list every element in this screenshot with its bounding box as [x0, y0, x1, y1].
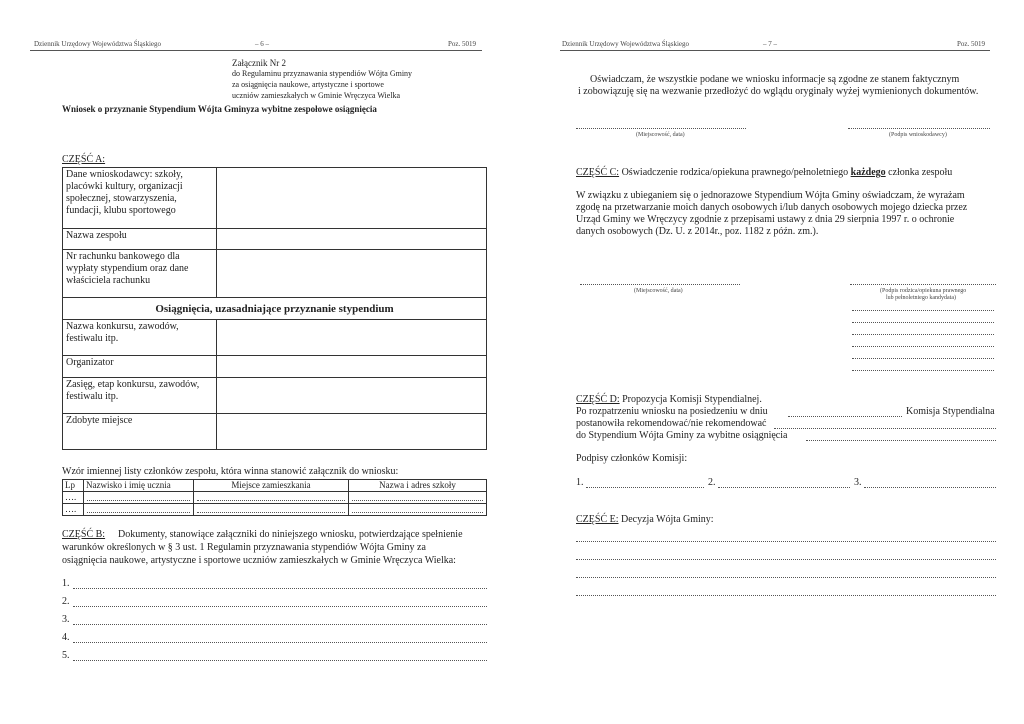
member-signature-line[interactable]: [852, 346, 994, 347]
achievement-line[interactable]: [806, 440, 996, 441]
member-signature-line[interactable]: [852, 334, 994, 335]
annex-line-1: Załącznik Nr 2: [232, 58, 286, 68]
declaration-line-2: i zobowiązuję się na wezwanie przedłożyć do wglądu oryginały wyżej wymienionych dokumentów.: [578, 86, 979, 97]
committee-signature-2-num: 2.: [708, 477, 716, 488]
committee-signature-2-line[interactable]: [718, 487, 850, 488]
recommendation-line[interactable]: [774, 428, 996, 429]
competition-scope-label: Zasięg, etap konkursu, zawodów, festiwalu itp.: [63, 378, 217, 414]
part-d-heading: CZĘŚĆ D:: [576, 394, 620, 405]
page-number: – 6 –: [255, 40, 269, 48]
member-row-name[interactable]: [84, 504, 194, 516]
part-d-line-1a: Po rozpatrzeniu wniosku na posiedzeniu w dniu: [576, 406, 768, 417]
member-row-residence[interactable]: [194, 492, 349, 504]
document-item-3: 3.: [62, 614, 70, 625]
place-won-field[interactable]: [217, 414, 487, 450]
achievements-title: Osiągnięcia, uzasadniające przyznanie stypendium: [63, 298, 487, 320]
members-table: [62, 479, 487, 516]
sig2-place-date-line[interactable]: [580, 284, 740, 285]
part-b-line-3: osiągnięcia naukowe, artystyczne i sportowe uczniów zamieszkałych w Gminie Wręczyca Wielka:: [62, 555, 456, 566]
part-d-line-3: do Stypendium Wójta Gminy za wybitne osiągnięcia: [576, 430, 788, 441]
part-d-line-1b: Komisja Stypendialna: [906, 406, 995, 417]
document-item-2-line[interactable]: [73, 606, 487, 607]
committee-signatures-label: Podpisy członków Komisji:: [576, 453, 688, 464]
form-title: Wniosek o przyznanie Stypendium Wójta Gminyza wybitne zespołowe osiągnięcia: [62, 104, 377, 114]
member-signature-line[interactable]: [852, 370, 994, 371]
competition-scope-field[interactable]: [217, 378, 487, 414]
part-c-title: [576, 167, 952, 179]
sig1-applicant-caption: (Podpis wnioskodawcy): [889, 132, 947, 138]
committee-signature-1-num: 1.: [576, 477, 584, 488]
sig2-parent-caption-1: (Podpis rodzica/opiekuna prawnego: [880, 288, 967, 294]
decision-line[interactable]: [576, 559, 996, 560]
team-name-label: Nazwa zespołu: [63, 229, 217, 250]
committee-signature-1-line[interactable]: [586, 487, 704, 488]
document-item-1-line[interactable]: [73, 588, 487, 589]
annex-line-4: uczniów zamieszkałych w Gminie Wręczyca Wielka: [232, 91, 401, 100]
annex-line-2: do Regulaminu przyznawania stypendiów Wójta Gminy: [232, 69, 413, 78]
part-c-line-1: W związku z ubieganiem się o jednorazowe Stypendium Wójta Gminy oświadczam, że wyrażam: [576, 190, 965, 201]
bank-account-field[interactable]: [217, 250, 487, 298]
page-number: – 7 –: [763, 40, 777, 48]
part-c-title-a: Oświadczenie rodzica/opiekuna prawnego/pełnoletniego: [621, 167, 849, 178]
document-item-1: 1.: [62, 578, 70, 589]
position-number: Poz. 5019: [448, 40, 476, 48]
part-b-line-2: warunków określonych w § 3 ust. 1 Regulamin przyznawania stypendiów Wójta Gminy za: [62, 542, 426, 553]
member-row-residence[interactable]: [194, 504, 349, 516]
part-c-heading: CZĘŚĆ C:: [576, 167, 620, 178]
member-row-school[interactable]: [349, 504, 487, 516]
declaration-line-1: Oświadczam, że wszystkie podane we wniosku informacje są zgodne ze stanem faktycznym: [590, 74, 960, 85]
competition-name-label: Nazwa konkursu, zawodów, festiwalu itp.: [63, 320, 217, 356]
journal-name: Dziennik Urzędowy Województwa Śląskiego: [562, 40, 690, 48]
sig2-parent-caption-2: lub pełnoletniego kandydata): [886, 295, 956, 301]
competition-name-field[interactable]: [217, 320, 487, 356]
applicant-data-field[interactable]: [217, 168, 487, 229]
document-item-4-line[interactable]: [73, 642, 487, 643]
header-rule: [560, 50, 990, 51]
part-d-line-2: postanowiła rekomendować/nie rekomendować: [576, 418, 767, 429]
applicant-table: [62, 167, 487, 450]
part-c-line-4: danych osobowych (Dz. U. z 2014r., poz. 1182 z późn. zm.).: [576, 226, 819, 237]
bank-account-label: Nr rachunku bankowego dla wypłaty stypendium oraz dane właściciela rachunku: [63, 250, 217, 298]
part-e-title: CZĘŚĆ E: Decyzja Wójta Gminy:: [576, 514, 714, 525]
part-b-heading: CZĘŚĆ B:: [62, 529, 106, 540]
member-row-lp: ….: [63, 504, 84, 516]
applicant-data-label: Dane wnioskodawcy: szkoły, placówki kultury, organizacji społecznej, stowarzyszenia, fundacji, klubu sportowego: [63, 168, 217, 229]
sig1-place-date-caption: (Miejscowość, data): [636, 132, 685, 138]
members-list-intro: Wzór imiennej listy członków zespołu, która winna stanowić załącznik do wniosku:: [62, 466, 399, 477]
col-school: Nazwa i adres szkoły: [349, 480, 487, 492]
committee-signature-3-num: 3.: [854, 477, 862, 488]
member-row-lp: ….: [63, 492, 84, 504]
member-signature-line[interactable]: [852, 310, 994, 311]
document-item-3-line[interactable]: [73, 624, 487, 625]
decision-line[interactable]: [576, 541, 996, 542]
part-c-title-b: każdego: [850, 167, 886, 178]
part-c-title-c: członka zespołu: [888, 167, 953, 178]
member-signature-line[interactable]: [852, 358, 994, 359]
decision-line[interactable]: [576, 595, 996, 596]
part-c-line-3: Urząd Gminy we Wręczycy zgodnie z przepisami ustawy z dnia 29 sierpnia 1997 r. o ochronie: [576, 214, 955, 225]
position-number: Poz. 5019: [957, 40, 985, 48]
right-page: [512, 0, 1024, 724]
document-item-5-line[interactable]: [73, 660, 487, 661]
part-a-heading: CZĘŚĆ A:: [62, 154, 106, 165]
document-item-2: 2.: [62, 596, 70, 607]
document-item-5: 5.: [62, 650, 70, 661]
member-row-name[interactable]: [84, 492, 194, 504]
header-rule: [30, 50, 482, 51]
sig1-applicant-line[interactable]: [848, 128, 990, 129]
part-d-title: CZĘŚĆ D: Propozycja Komisji Stypendialnej.: [576, 394, 762, 405]
place-won-label: Zdobyte miejsce: [63, 414, 217, 450]
team-name-field[interactable]: [217, 229, 487, 250]
sig2-parent-line[interactable]: [850, 284, 996, 285]
decision-line[interactable]: [576, 577, 996, 578]
member-row-school[interactable]: [349, 492, 487, 504]
journal-name: Dziennik Urzędowy Województwa Śląskiego: [34, 40, 162, 48]
part-b-line-1: Dokumenty, stanowiące załączniki do niniejszego wniosku, potwierdzające spełnienie: [118, 529, 463, 540]
sig2-place-date-caption: (Miejscowość, data): [634, 288, 683, 294]
part-e-heading: CZĘŚĆ E:: [576, 514, 619, 525]
member-signature-line[interactable]: [852, 322, 994, 323]
col-lp: Lp: [63, 480, 84, 492]
meeting-date-line[interactable]: [788, 416, 902, 417]
organizer-field[interactable]: [217, 356, 487, 378]
organizer-label: Organizator: [63, 356, 217, 378]
annex-line-3: za osiągnięcia naukowe, artystyczne i sportowe: [232, 80, 384, 89]
part-c-line-2: zgodę na przetwarzanie moich danych osobowych i/lub danych osobowych mojego dziecka przez: [576, 202, 968, 213]
committee-signature-3-line[interactable]: [864, 487, 996, 488]
col-residence: Miejsce zamieszkania: [194, 480, 349, 492]
document-item-4: 4.: [62, 632, 70, 643]
col-name: Nazwisko i imię ucznia: [84, 480, 194, 492]
sig1-place-date-line[interactable]: [576, 128, 746, 129]
